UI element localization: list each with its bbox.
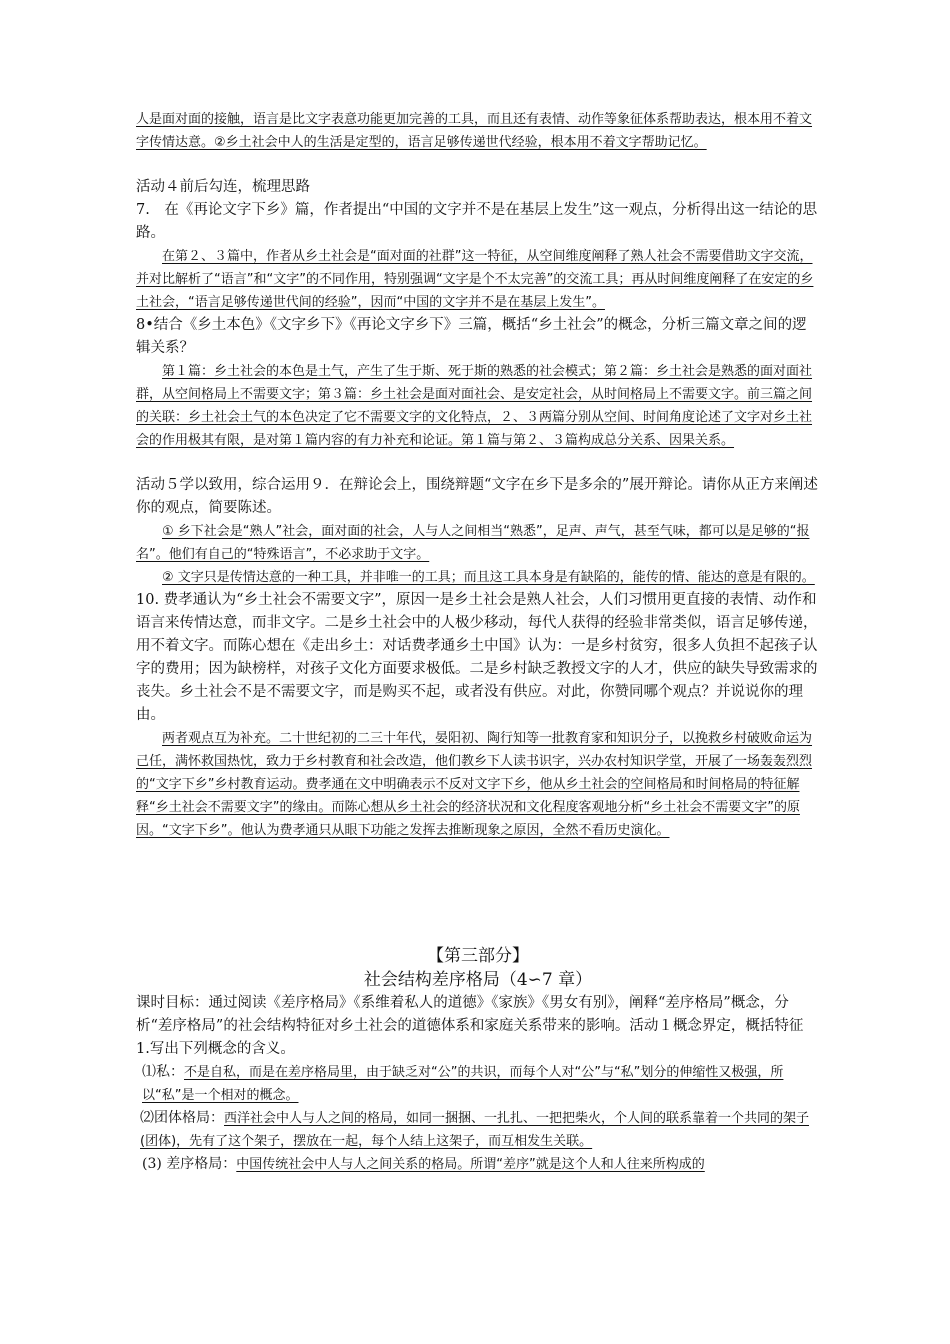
document-page <box>136 108 820 1176</box>
part-subtitle: 社会结构差序格局（4∽7 章） <box>363 970 593 990</box>
question-7: 7. 在《再论文字下乡》篇，作者提出“中国的文字并不是在基层上发生”这一观点，分析得出这一结论的思路。 <box>136 202 818 241</box>
definition-private <box>136 1061 820 1107</box>
definition-differential-pattern-label: (3) 差序格局： <box>142 1156 237 1172</box>
definition-private-text: 不是自私，而是在差序格局里，由于缺乏对“公”的共识，而每个人对“公”与“私”划分的伸缩性又极强，所以“私”是一个相对的概念。 <box>142 1065 784 1103</box>
definition-group-pattern <box>136 1107 820 1153</box>
question-9-answer-1: ① 乡下社会是“熟人”社会，面对面的社会，人与人之间相当“熟悉”，足声、声气，甚至气味，都可以是足够的“报名”。他们有自己的“特殊语言”，不必求助于文字。 <box>136 524 810 562</box>
question-8-answer: 第１篇：乡土社会的本色是土气，产生了生于斯、死于斯的熟悉的社会模式；第２篇：乡土社会是熟悉的面对面社群，从空间格局上不需要文字；第３篇：乡土社会是面对面社会、是安定社会，从时间格局上不需要文字。前三篇之间的关联：乡土社会土气的本色决定了它不需要文字的文化特点，２、３两篇分别从空间、时间角度论述了文字对乡土社会的作用极其有限，是对第１篇内容的有力补充和论证。第１篇与第２、３篇构成总分关系、因果关系。 <box>136 364 813 448</box>
question-9-answer-2: ② 文字只是传情达意的一种工具，并非唯一的工具；而且这工具本身是有缺陷的，能传的情、能达的意是有限的。 <box>162 570 815 585</box>
question-10-answer: 两者观点互为补充。二十世纪初的二三十年代，晏阳初、陶行知等一批教育家和知识分子，以挽救乡村破败命运为己任，满怀救国热忱，致力于乡村教育和社会改造，他们教乡下人读书识字，兴办农村知识学堂，开展了一场轰轰烈烈的“文字下乡”乡村教育运动。费孝通在文中明确表示不反对文字下乡，他从乡土社会的空间格局和时间格局的特征解释“乡土社会不需要文字”的缘由。而陈心想从乡土社会的经济状况和文化程度客观地分析“乡土社会不需要文字”的原因。“文字下乡”。他认为费孝通只从眼下功能之发挥去推断现象之原因，全然不看历史演化。 <box>136 731 813 838</box>
lesson-goal: 课时目标：通过阅读《差序格局》《系维着私人的道德》《家族》《男女有别》，阐释“差序格局”概念，分析“差序格局”的社会结构特征对乡土社会的道德体系和家庭关系带来的影响。活动１概念界定，概括特征 <box>136 995 804 1034</box>
definition-differential-pattern <box>136 1153 820 1176</box>
question-10: 10. 费孝通认为“乡土社会不需要文字”，原因一是乡土社会是熟人社会，人们习惯用更直接的表情、动作和语言来传情达意，而非文字。二是乡土社会中的人极少移动，每代人获得的经验非常类似，语言足够传递，用不着文字。而陈心想在《走出乡土：对话费孝通乡土中国》认为：一是乡村贫穷，很多人负担不起孩子认字的费用；因为缺榜样，对孩子文化方面要求极低。二是乡村缺乏教授文字的人才，供应的缺失导致需求的丧失。乡土社会不是不需要文字，而是购买不起，或者没有供应。对此，你赞同哪个观点？并说说你的理由。 <box>136 592 818 723</box>
intro-answer: 人是面对面的接触，语言是比文字表意功能更加完善的工具，而且还有表情、动作等象征体系帮助表达，根本用不着文字传情达意。②乡土社会中人的生活是定型的，语言足够传递世代经验，根本用不着文字帮助记忆。 <box>136 112 813 150</box>
activity5-question-9: 活动５学以致用，综合运用９．在辩论会上，围绕辩题“文字在乡下是多余的”展开辩论。请你从正方来阐述你的观点，简要陈述。 <box>136 477 818 516</box>
definition-private-label: ⑴私： <box>142 1064 184 1080</box>
question-7-answer: 在第２、３篇中，作者从乡土社会是“面对面的社群”这一特征，从空间维度阐释了熟人社会不需要借助文字交流，并对比解析了“语言”和“文字”的不同作用，特别强调“文字是个不太完善”的交流工具；再从时间维度阐释了在安定的乡土社会，“语言足够传递世代间的经验”，因而“中国的文字并不是在基层上发生”。 <box>136 249 814 310</box>
definition-group-pattern-label: ⑵团体格局： <box>140 1110 224 1126</box>
part-title: 【第三部分】 <box>427 946 529 966</box>
definition-group-pattern-text: 西洋社会中人与人之间的格局，如同一捆捆、一扎扎、一把把柴火，个人间的联系靠着一个共同的架子(团体)，先有了这个架子，摆放在一起，每个人结上这架子，而互相发生关联。 <box>140 1111 810 1149</box>
question-1: 1.写出下列概念的含义。 <box>136 1041 295 1057</box>
definition-differential-pattern-text: 中国传统社会中人与人之间关系的格局。所谓“差序”就是这个人和人往来所构成的 <box>236 1157 705 1172</box>
activity4-title: 活动４前后勾连，梳理思路 <box>136 179 310 195</box>
question-8: 8•结合《乡土本色》《文字乡下》《再论文字乡下》三篇，概括“乡土社会”的概念，分析三篇文章之间的逻辑关系？ <box>136 317 807 356</box>
